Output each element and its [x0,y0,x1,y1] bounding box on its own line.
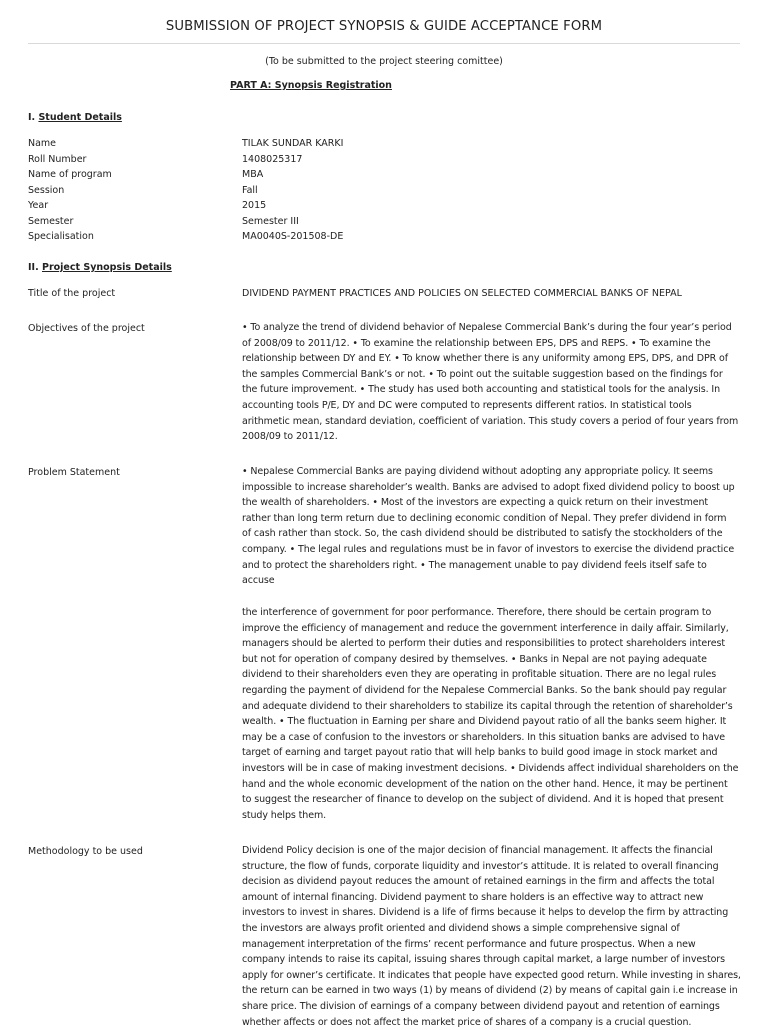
text-line: company intends to raise its capital, issuing shares through capital market, a large number of investors [242,954,725,966]
value-project-title: DIVIDEND PAYMENT PRACTICES AND POLICIES ON SELECTED COMMERCIAL BANKS OF NEPAL [242,288,682,299]
text-line: whether affects or does not affect the market price of shares of a company is a crucial question. [242,1016,692,1028]
text-line: of 2008/09 to 2011/12. • To examine the relationship between EPS, DPS and REPS. • To examine the [242,337,711,349]
text-line: • Nepalese Commercial Banks are paying dividend without adopting any appropriate policy. It seems [242,466,713,477]
text-line: and adequate dividend to their shareholders to stabilize its capital through the retention of shareholder’s [242,700,733,712]
label-project-title: Title of the project [28,288,116,299]
text-line: amount of internal financing. Dividend payment to share holders is an effective way to attract new [242,891,704,903]
text-line: and to protect the shareholders right. • The management unable to pay dividend feels itself safe to accuse [242,559,707,587]
text-line: 2008/09 to 2011/12. [242,431,338,443]
text-line: impossible to increase shareholder’s wealth. Banks are advised to adopt fixed dividend policy to boost up [242,481,735,493]
text-line: the future improvement. • The study has used both accounting and statistical tools for the analysis. In [242,384,721,396]
text-line: Dividend Policy decision is one of the major decision of financial management. It affects the financial [242,845,713,856]
field-value-year: 2015 [242,200,267,211]
text-line: target of earning and target payout ratio that will help banks to build good image in stock market and [242,747,718,759]
text-line: may be a case of confusion to the investors or shareholders. In this situation banks are advised to have [242,731,726,743]
text-line: investors to invest in shares. Dividend is a life of firms because it helps to develop the firm by attracting [242,907,729,919]
text-line: the samples Commercial Bank’s or not. • To point out the suitable suggestion based on the findings for [242,368,723,380]
text-line: decision as dividend payout reduces the amount of retained earnings in the firm and affects the total [242,876,715,888]
field-value-program: MBA [242,169,264,180]
text-line: but not for operation of company desired by themselves. • Banks in Nepal are not paying adequate [242,653,707,665]
text-line: structure, the flow of funds, corporate liquidity and investor’s attitude. It is related to overall financing [242,860,719,872]
field-label-semester: Semester [28,216,74,227]
field-label-specialisation: Specialisation [28,231,94,242]
objectives-text [242,320,742,445]
text-line: accounting tools P/E, DY and DC were computed to represents different ratios. In statistical tools [242,399,692,411]
text-line: management interpretation of the firms’ recent performance and future prospectus. When a new [242,938,696,950]
text-line: relationship between DY and EY. • To know whether there is any uniformity among EPS, DPS, and DPR of [242,353,728,365]
section-project-synopsis [28,262,172,273]
field-value-session: Fall [242,185,258,196]
form-title: SUBMISSION OF PROJECT SYNOPSIS & GUIDE ACCEPTANCE FORM [165,19,603,34]
text-line: of cash rather than stock. So, the cash dividend should be distributed to satisfy the stockholders of the [242,528,723,540]
title-divider [28,43,740,44]
section-title: Student Details [38,112,122,123]
text-line: the return can be earned in two ways (1) by means of dividend (2) by means of capital gain i.e increase in [242,985,738,997]
text-line: managers should be alerted to perform their duties and responsibilities to protect shareholders interest [242,638,725,650]
text-line: regarding the payment of dividend for the Nepalese Commercial Banks. So the bank should pay regular [242,684,727,696]
text-line: company. • The legal rules and regulations must be in favor of investors to exercise the dividend practice [242,543,735,555]
field-label-name: Name [28,138,57,149]
text-line: dividend to their shareholders even they are operating in profitable situation. There are no legal rules [242,669,717,681]
field-label-year: Year [28,200,49,211]
label-methodology: Methodology to be used [28,846,143,857]
text-line: the wealth of shareholders. • Most of the investors are expecting a quick return on their investment [242,497,709,509]
section-number: I. [28,112,36,123]
label-problem-statement: Problem Statement [28,467,120,478]
problem-statement-text-part2 [242,605,742,823]
text-line: apply for owner’s certificate. It indicates that people have expected good return. While investing in shares, [242,969,741,981]
field-label-session: Session [28,185,65,196]
text-line: investors will be in case of making investment decisions. • Dividends affect individual shareholders on the [242,762,739,774]
problem-statement-text-part1 [242,464,742,589]
field-label-roll-number: Roll Number [28,154,87,165]
text-line: improve the efficiency of management and reduce the government interference in daily affair. Similarly, [242,622,729,634]
text-line: rather than long term return due to declining economic condition of Nepal. They prefer dividend in form [242,512,727,524]
text-line: the investors are always profit oriented and dividend shows a simple comprehensive signal of [242,922,680,934]
field-value-semester: Semester III [242,216,299,227]
field-value-name: TILAK SUNDAR KARKI [242,138,344,149]
text-line: arithmetic mean, standard deviation, coefficient of variation. This study covers a period of four years from [242,415,739,427]
text-line: hand and the whole economic development of the nation on the other hand. Hence, it may be pertinent [242,778,728,790]
text-line: the interference of government for poor performance. Therefore, there should be certain program to [242,607,712,618]
text-line: study helps them. [242,809,327,821]
label-objectives: Objectives of the project [28,323,145,334]
text-line: share price. The division of earnings of a company between dividend payout and retention of earnings [242,1000,720,1012]
field-label-program: Name of program [28,169,112,180]
text-line: • To analyze the trend of dividend behavior of Nepalese Commercial Bank’s during the four year’s period [242,322,732,333]
field-value-specialisation: MA0040S-201508-DE [242,231,344,242]
section-number: II. [28,262,39,273]
part-a-heading: PART A: Synopsis Registration [230,80,392,91]
text-line: wealth. • The fluctuation in Earning per share and Dividend payout ratio of all the banks seem higher. It [242,716,727,728]
text-line: to suggest the researcher of finance to develop on the subject of dividend. And it is hoped that present [242,794,724,806]
field-value-roll-number: 1408025317 [242,154,303,165]
methodology-text [242,843,742,1030]
section-title: Project Synopsis Details [42,262,172,273]
form-subtitle: (To be submitted to the project steering comittee) [265,56,503,67]
section-student-details [28,112,122,123]
